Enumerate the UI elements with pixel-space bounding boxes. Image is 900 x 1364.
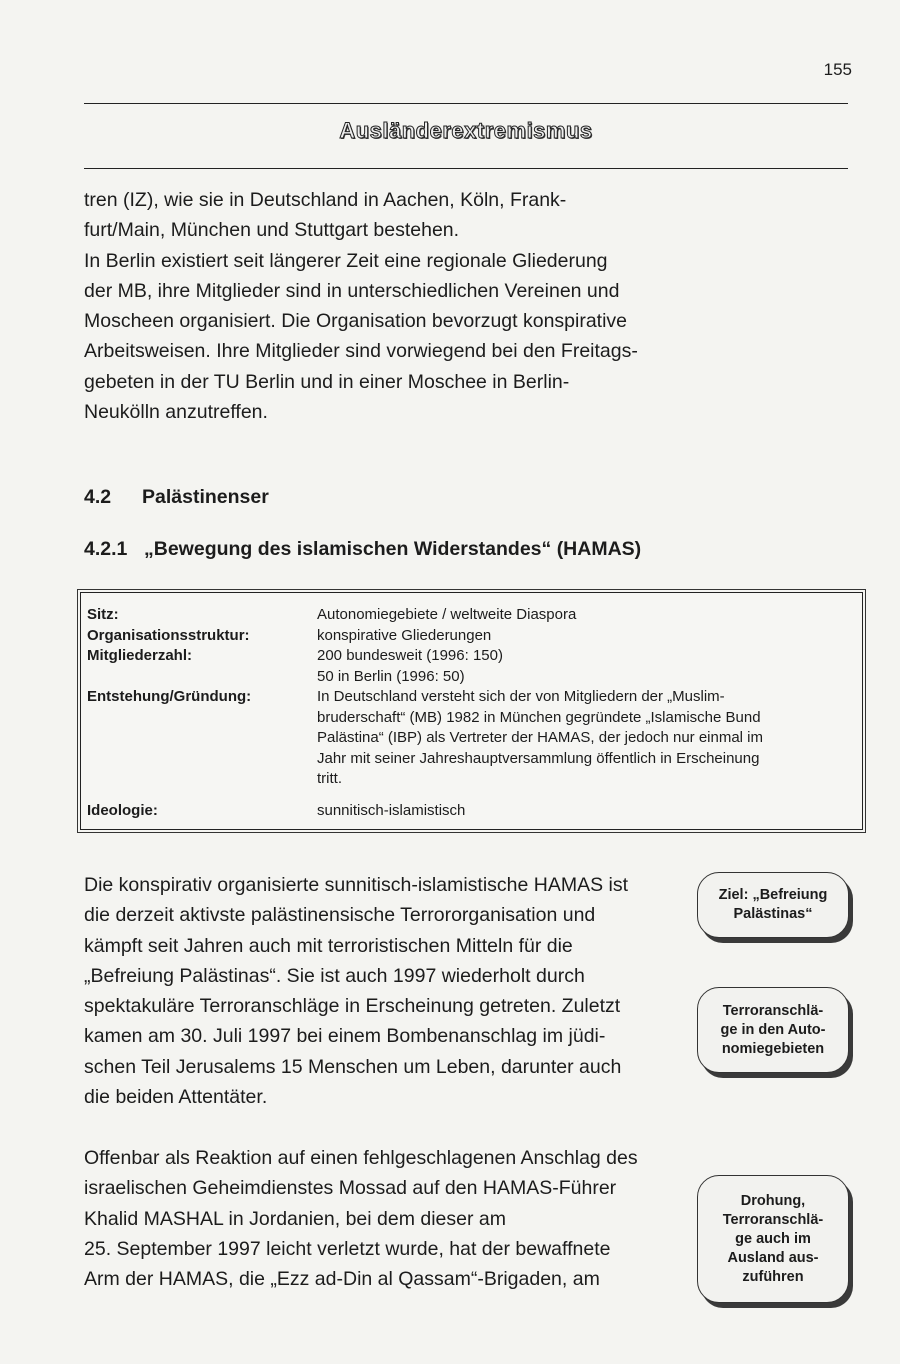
text-line: spektakuläre Terroranschläge in Erscheinung getreten. Zuletzt bbox=[84, 995, 621, 1018]
text-line: 25. September 1997 leicht verletzt wurde, hat der bewaffnete bbox=[84, 1237, 611, 1260]
text-line: Die konspirativ organisierte sunnitisch-islamistische HAMAS ist bbox=[84, 874, 629, 896]
page-number: 155 bbox=[823, 60, 852, 79]
info-value: Autonomiegebiete / weltweite Diaspora bbox=[317, 606, 577, 623]
note-line: ge auch im bbox=[735, 1230, 811, 1247]
text-line: In Berlin existiert seit längerer Zeit eine regionale Gliederung bbox=[84, 249, 608, 272]
note-line: zuführen bbox=[742, 1268, 804, 1285]
text-line: die derzeit aktivste palästinensische Terrororganisation und bbox=[84, 904, 596, 927]
info-value: konspirative Gliederungen bbox=[317, 626, 492, 644]
text-line: Offenbar als Reaktion auf einen fehlgeschlagenen Anschlag des bbox=[84, 1147, 638, 1169]
margin-note-threat bbox=[697, 1175, 849, 1303]
info-label: Entstehung/Gründung: bbox=[87, 688, 252, 705]
note-line: Palästinas“ bbox=[733, 906, 813, 922]
text-line: gebeten in der TU Berlin und in einer Moschee in Berlin- bbox=[84, 370, 570, 393]
info-value: sunnitisch-islamistisch bbox=[317, 802, 466, 819]
text-line: „Befreiung Palästinas“. Sie ist auch 1997 wiederholt durch bbox=[84, 964, 585, 987]
running-head: Ausländerextremismus bbox=[339, 118, 593, 143]
note-line: Terroranschlä- bbox=[722, 1002, 824, 1019]
section-title: Palästinenser bbox=[142, 486, 269, 508]
text-line: bruderschaft“ (MB) 1982 in München gegründete „Islamische Bund bbox=[317, 708, 761, 726]
text-line: Arm der HAMAS, die „Ezz ad-Din al Qassam“-Brigaden, am bbox=[84, 1268, 600, 1291]
text-line: Khalid MASHAL in Jordanien, bei dem dieser am bbox=[84, 1207, 506, 1230]
paragraph-1 bbox=[84, 185, 690, 427]
text-line: der MB, ihre Mitglieder sind in unterschiedlichen Vereinen und bbox=[84, 279, 620, 302]
text-line: Neukölln anzutreffen. bbox=[84, 401, 268, 424]
section-number: 4.2.1 bbox=[84, 538, 128, 560]
note-line: Terroranschlä- bbox=[722, 1211, 824, 1228]
text-line: tren (IZ), wie sie in Deutschland in Aachen, Köln, Frank- bbox=[84, 189, 567, 211]
text-line: kämpft seit Jahren auch mit terroristischen Mitteln für die bbox=[84, 934, 573, 957]
note-line: Ausland aus- bbox=[727, 1249, 819, 1266]
paragraph-3 bbox=[84, 1143, 690, 1294]
margin-note-goal bbox=[697, 872, 849, 938]
note-line: nomiegebieten bbox=[721, 1040, 825, 1057]
text-line: tritt. bbox=[317, 770, 342, 787]
info-label: Organisationsstruktur: bbox=[87, 626, 250, 644]
section-title: „Bewegung des islamischen Widerstandes“ (HAMAS) bbox=[144, 538, 642, 560]
text-line: furt/Main, München und Stuttgart bestehen. bbox=[84, 219, 460, 242]
text-line: Moscheen organisiert. Die Organisation bevorzugt konspirative bbox=[84, 310, 628, 333]
info-label: Sitz: bbox=[87, 606, 119, 623]
text-line: In Deutschland versteht sich der von Mitgliedern der „Muslim- bbox=[317, 688, 725, 705]
text-line: Palästina“ (IBP) als Vertreter der HAMAS, der jedoch nur einmal im bbox=[317, 729, 764, 746]
info-label: Ideologie: bbox=[87, 802, 158, 819]
info-label: Mitgliederzahl: bbox=[87, 647, 193, 664]
info-value: 50 in Berlin (1996: 50) bbox=[317, 667, 465, 685]
paragraph-2 bbox=[84, 870, 690, 1112]
text-line: israelischen Geheimdienstes Mossad auf den HAMAS-Führer bbox=[84, 1177, 617, 1200]
section-number: 4.2 bbox=[84, 486, 112, 508]
header-rule-top bbox=[84, 103, 848, 104]
info-value bbox=[317, 687, 861, 790]
text-line: kamen am 30. Juli 1997 bei einem Bombenanschlag im jüdi- bbox=[84, 1025, 606, 1048]
note-line: Ziel: „Befreiung bbox=[718, 887, 828, 903]
header-rule-bottom bbox=[84, 168, 848, 169]
note-line: Drohung, bbox=[740, 1192, 806, 1209]
margin-note-attacks bbox=[697, 987, 849, 1073]
text-line: Jahr mit seiner Jahreshauptversammlung öffentlich in Erscheinung bbox=[317, 749, 760, 767]
section-heading-4-2-1 bbox=[84, 538, 641, 561]
note-line: ge in den Auto- bbox=[720, 1021, 826, 1038]
text-line: schen Teil Jerusalems 15 Menschen um Leben, darunter auch bbox=[84, 1055, 622, 1078]
text-line: Arbeitsweisen. Ihre Mitglieder sind vorwiegend bei den Freitags- bbox=[84, 340, 638, 363]
section-heading-4-2 bbox=[84, 486, 269, 509]
info-value: 200 bundesweit (1996: 150) bbox=[317, 647, 503, 664]
text-line: die beiden Attentäter. bbox=[84, 1086, 268, 1109]
organization-info-box bbox=[80, 592, 863, 830]
